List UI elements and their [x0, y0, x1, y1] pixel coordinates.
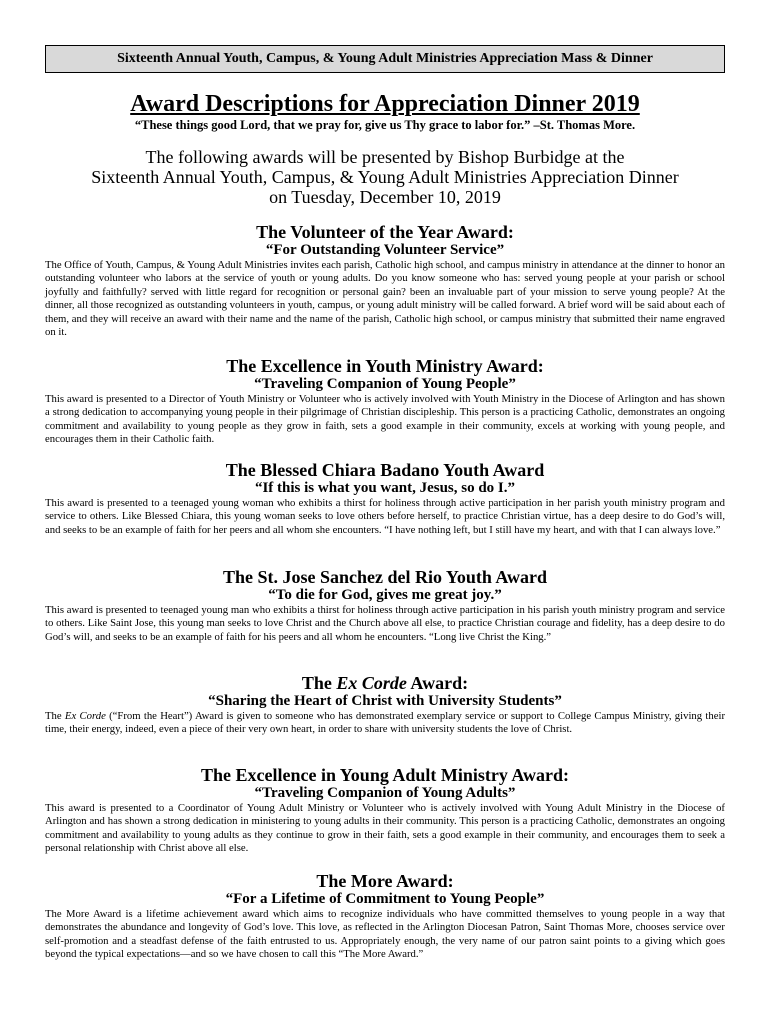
award-description-rest: (“From the Heart”) Award is given to someone who has demonstrated exemplary service or support to College Campus Ministry, giving their time, their energy, indeed, even a piece of their very own heart, in order to share with university students the love of Christ.: [45, 710, 725, 736]
intro-line: Sixteenth Annual Youth, Campus, & Young Adult Ministries Appreciation Dinner: [91, 167, 679, 187]
award-section-excellence-in-young-adult-ministry: [45, 766, 725, 856]
award-heading: The Blessed Chiara Badano Youth Award: [225, 460, 545, 480]
award-description: This award is presented to a teenaged young woman who exhibits a thirst for holiness through active participation in her parish youth ministry program and service to others. Like Blessed Chiara, this young woman seeks to love others before herself, to practice Christian virtue, has a deep desire to do God’s will, and seeks to be an example of faith for her peers and all whom she encounters. “I have nothing left, but I still have my heart, and with that I can always love.”: [45, 497, 725, 536]
intro-line: on Tuesday, December 10, 2019: [269, 187, 501, 207]
intro-paragraph: [45, 147, 725, 207]
award-description: This award is presented to a Director of Youth Ministry or Volunteer who is actively involved with Youth Ministry in the Diocese of Arlington and has shown a strong dedication to accompanying young people in their pilgrimage of Christian discipleship. This person is a practicing Catholic, demonstrates an ongoing commitment and availability to young people as they grow in faith, sets a good example in their community, excels at working with young people, and encourages them in their Catholic faith.: [45, 393, 725, 446]
award-description: [45, 710, 725, 737]
award-motto: “For a Lifetime of Commitment to Young People”: [225, 891, 545, 907]
event-banner: Sixteenth Annual Youth, Campus, & Young Adult Ministries Appreciation Mass & Dinner: [45, 45, 725, 73]
award-section-excellence-in-youth-ministry: [45, 357, 725, 447]
award-heading: The Excellence in Young Adult Ministry Award:: [200, 765, 569, 785]
epigraph-quote: “These things good Lord, that we pray for, give us Thy grace to labor for.” –St. Thomas More.: [134, 118, 636, 132]
award-motto: “Traveling Companion of Young Adults”: [254, 785, 516, 801]
award-motto: “Sharing the Heart of Christ with University Students”: [208, 693, 562, 709]
award-description-italic: Ex Corde: [64, 710, 106, 722]
award-description: This award is presented to a Coordinator of Young Adult Ministry or Volunteer who is actively involved with Young Adult Ministry in the Diocese of Arlington and has shown a strong dedication in ministering to young adults in their community. This person is a practicing Catholic, demonstrates an ongoing commitment and availability to young adults as they continue to grow in their faith, sets a good example in their community, and encourages them to seek a personal relationship with Christ above all else.: [45, 802, 725, 855]
award-motto: “To die for God, gives me great joy.”: [268, 587, 502, 603]
award-heading-suffix: Award:: [406, 673, 469, 693]
award-section-volunteer-of-the-year: [45, 223, 725, 339]
award-section-ex-corde: [45, 674, 725, 737]
award-motto: “If this is what you want, Jesus, so do I.”: [254, 480, 516, 496]
award-heading-prefix: The: [301, 673, 337, 693]
award-section-jose-sanchez-del-rio: [45, 568, 725, 644]
award-description: The Office of Youth, Campus, & Young Adult Ministries invites each parish, Catholic high school, and campus ministry in attendance at the dinner to honor an outstanding volunteer who labors at the service of youth or young adults. Do you know someone who has: served young people at your parish or school joyfully and faithfully? served with little regard for recognition or personal gain? been an invaluable part of your mission to serve young people? At the dinner, all those recognized as outstanding volunteers in youth, campus, or young adult ministry will be called forward. A brief word will be said about each of them, and they will receive an award with their name and the name of the parish, Catholic high school, or campus ministry that submitted their name engraved on it.: [45, 259, 725, 339]
award-section-chiara-badano: [45, 461, 725, 537]
award-motto: “For Outstanding Volunteer Service”: [265, 242, 505, 258]
award-heading: The St. Jose Sanchez del Rio Youth Award: [222, 567, 548, 587]
award-section-more-award: [45, 872, 725, 962]
award-heading: [45, 674, 725, 693]
intro-line: The following awards will be presented by Bishop Burbidge at the: [145, 147, 625, 167]
award-heading: The More Award:: [316, 871, 454, 891]
award-heading: The Excellence in Youth Ministry Award:: [226, 356, 544, 376]
page-title: Award Descriptions for Appreciation Dinner 2019: [130, 91, 640, 117]
award-heading: The Volunteer of the Year Award:: [256, 222, 514, 242]
award-description: The More Award is a lifetime achievement award which aims to recognize individuals who have committed themselves to young people in a way that demonstrates the abundance and longevity of God’s love. This love, as reflected in the Arlington Diocesan Patron, Saint Thomas More, chooses service over self-promotion and a steadfast defense of the faith entrusted to us. Appropriately enough, the very name of our patron saint points to a giving which goes beyond the typical expectations—and so we have chosen to call this “The More Award.”: [45, 908, 725, 961]
award-motto: “Traveling Companion of Young People”: [254, 376, 516, 392]
award-description: This award is presented to teenaged young man who exhibits a thirst for holiness through active participation in his parish youth ministry program and service to others. Like Saint Jose, this young man seeks to love Christ and the Church above all else, to practice Christian courage and fidelity, has a deep desire to do God’s will, and seeks to be an example of faith for his peers and all whom he encounters. “Long live Christ the King.”: [45, 604, 725, 643]
award-heading-italic: Ex Corde: [336, 673, 407, 693]
award-description-prefix: The: [45, 710, 65, 722]
